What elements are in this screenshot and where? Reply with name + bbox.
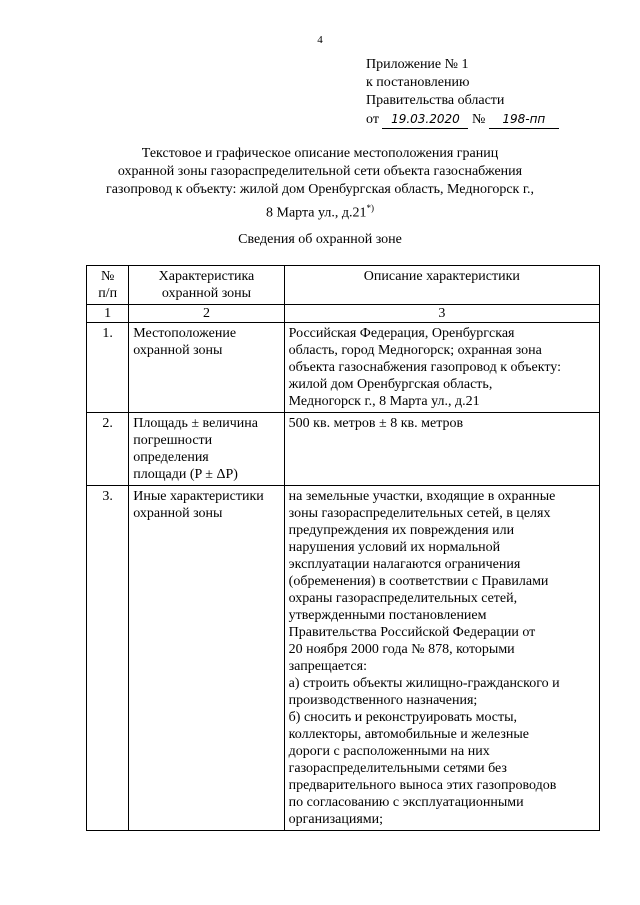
row-description xyxy=(284,486,599,831)
column-number-3: 3 xyxy=(284,305,599,323)
row-number: 1. xyxy=(87,323,129,413)
row-description-line: объекта газоснабжения газопровод к объекту: xyxy=(288,360,561,375)
appendix-line-1: Приложение № 1 xyxy=(366,57,469,72)
appendix-line-4 xyxy=(366,110,559,129)
row-description-line: эксплуатации налагаются ограничения xyxy=(288,557,521,572)
row-characteristic xyxy=(129,323,284,413)
column-number-row xyxy=(87,305,600,323)
row-description-line: газораспределительными сетями без xyxy=(288,761,507,776)
table-header-row xyxy=(87,266,600,305)
row-description-line: (обременения) в соответствии с Правилами xyxy=(288,574,549,589)
row-description-line: по согласованию с эксплуатационными xyxy=(288,795,524,810)
column-number-1: 1 xyxy=(87,305,129,323)
row-description-line: организациями; xyxy=(288,812,384,827)
row-description-line: на земельные участки, входящие в охранные xyxy=(288,489,556,504)
footnote-mark: *) xyxy=(366,203,374,213)
row-description xyxy=(284,413,599,486)
handwritten-number: 198-пп xyxy=(489,110,559,129)
row-description-line: утвержденными постановлением xyxy=(288,608,487,623)
appendix-block xyxy=(366,56,559,129)
column-number-2: 2 xyxy=(129,305,284,323)
row-description-line: дороги с расположенными на них xyxy=(288,744,490,759)
row-description-line: производственного назначения; xyxy=(288,693,478,708)
row-characteristic-line: Площадь ± величина xyxy=(133,416,259,431)
header-characteristic-line-1: Характеристика xyxy=(158,269,255,284)
number-label: № xyxy=(471,112,486,127)
row-description-line: охраны газораспределительных сетей, xyxy=(288,591,518,606)
row-description-line: зоны газораспределительных сетей, в целях xyxy=(288,506,551,521)
title-line-4 xyxy=(90,199,550,223)
row-description-line: предварительного выноса этих газопроводов xyxy=(288,778,557,793)
title-line-1: Текстовое и графическое описание местоположения границ xyxy=(141,146,499,161)
handwritten-date: 19.03.2020 xyxy=(382,110,468,129)
row-description-line: предупреждения их повреждения или xyxy=(288,523,515,538)
row-characteristic-line: охранной зоны xyxy=(133,506,223,521)
title-line-2: охранной зоны газораспределительной сети объекта газоснабжения xyxy=(117,164,523,179)
row-description-line: нарушения условий их нормальной xyxy=(288,540,501,555)
row-characteristic-line: определения xyxy=(133,450,209,465)
row-description-line: а) строить объекты жилищно-гражданского и xyxy=(288,676,560,691)
table-row xyxy=(87,323,600,413)
zone-info-table xyxy=(86,265,600,831)
table-row xyxy=(87,486,600,831)
header-number-sign: № xyxy=(100,269,115,284)
row-characteristic-line: охранной зоны xyxy=(133,343,223,358)
row-characteristic-line: площади (P ± ΔP) xyxy=(133,467,238,482)
row-description-line: Российская Федерация, Оренбургская xyxy=(288,326,515,341)
header-col-characteristic xyxy=(129,266,284,305)
header-characteristic-line-2: охранной зоны xyxy=(161,286,252,301)
page-number: 4 xyxy=(317,34,323,46)
header-col-number xyxy=(87,266,129,305)
table-row xyxy=(87,413,600,486)
title-line-3: газопровод к объекту: жилой дом Оренбургская область, Медногорск г., xyxy=(105,182,535,197)
section-subtitle: Сведения об охранной зоне xyxy=(238,232,402,247)
row-characteristic xyxy=(129,413,284,486)
row-description-line: Правительства Российской Федерации от xyxy=(288,625,536,640)
row-description-line: жилой дом Оренбургская область, xyxy=(288,377,493,392)
row-description-line: коллекторы, автомобильные и железные xyxy=(288,727,530,742)
row-description-line: запрещается: xyxy=(288,659,367,674)
row-description-line: 20 ноября 2000 года № 878, которыми xyxy=(288,642,515,657)
row-characteristic-line: Местоположение xyxy=(133,326,237,341)
header-col-description: Описание характеристики xyxy=(284,266,599,305)
appendix-line-2: к постановлению xyxy=(366,75,470,90)
row-description-line: б) сносить и реконструировать мосты, xyxy=(288,710,518,725)
row-characteristic-line: погрешности xyxy=(133,433,213,448)
title-line-4-text: 8 Марта ул., д.21 xyxy=(266,205,367,221)
document-title xyxy=(90,145,550,223)
row-number: 3. xyxy=(87,486,129,831)
row-description-line: область, город Медногорск; охранная зона xyxy=(288,343,542,358)
row-description xyxy=(284,323,599,413)
row-characteristic-line: Иные характеристики xyxy=(133,489,264,504)
row-characteristic xyxy=(129,486,284,831)
header-pp: п/п xyxy=(98,286,118,301)
row-description-line: Медногорск г., 8 Марта ул., д.21 xyxy=(288,394,480,409)
row-number: 2. xyxy=(87,413,129,486)
appendix-line-3: Правительства области xyxy=(366,93,505,108)
row-description-line: 500 кв. метров ± 8 кв. метров xyxy=(288,416,464,431)
from-label: от xyxy=(366,112,379,127)
